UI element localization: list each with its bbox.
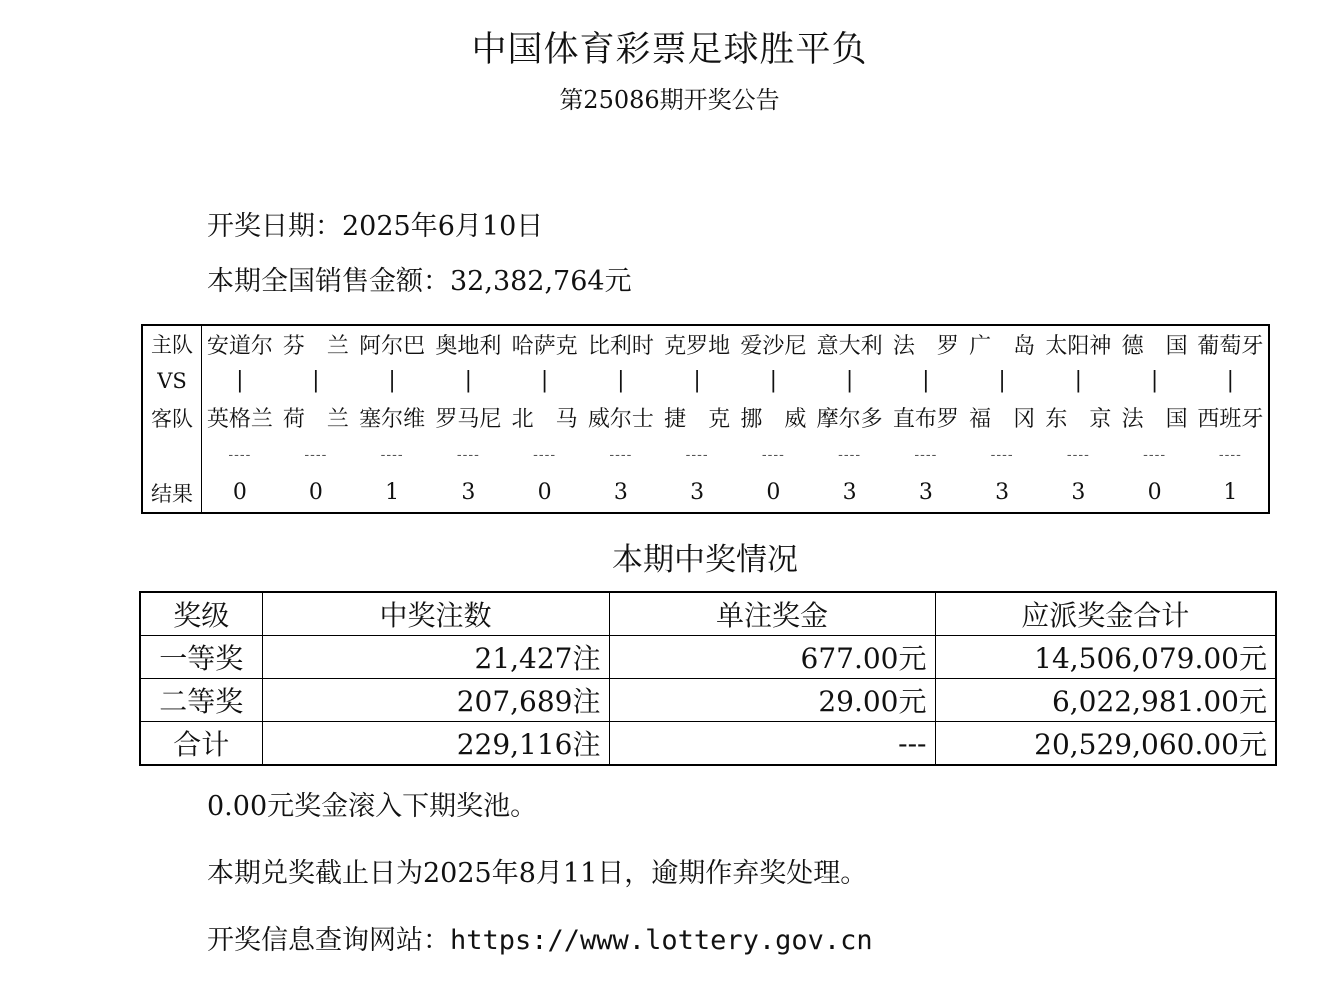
match-table [141,324,1270,514]
vs-mark: | [236,368,244,393]
vs-row [142,362,1269,399]
prize-total: 20,529,060.00元 [935,722,1276,766]
separator: ---- [914,446,938,463]
away-team: 法 国 [1121,407,1188,432]
draw-date-label: 开奖日期： [207,211,342,242]
home-label: 主队 [142,325,202,362]
away-team: 威尔士 [587,407,654,432]
match-result: 3 [918,480,933,505]
vs-label: VS [142,362,202,399]
home-team: 哈萨克 [511,333,578,359]
match-result: 3 [613,480,628,505]
vs-mark: | [540,368,549,393]
home-team: 安道尔 [206,333,273,359]
website-line [207,918,873,957]
match-result: 3 [842,480,857,505]
header-level: 奖级 [140,592,262,636]
vs-mark: | [845,368,854,393]
away-team: 罗马尼 [435,407,502,432]
vs-mark: | [464,368,473,393]
home-row [142,325,1269,362]
separator-blank [142,436,202,473]
home-team: 比利时 [587,333,654,359]
vs-mark: | [693,368,701,393]
home-team: 法 罗 [892,333,959,359]
header-unit: 单注奖金 [609,592,935,636]
home-team: 奥地利 [435,333,502,359]
prize-row [140,679,1276,722]
match-result: 3 [1071,480,1086,505]
away-team: 英格兰 [206,407,273,432]
vs-mark: | [388,368,396,393]
match-result: 1 [1223,480,1238,505]
vs-mark: | [617,368,625,393]
vs-mark: | [312,368,320,393]
separator: ---- [990,446,1014,463]
result-label: 结果 [142,473,202,513]
separator-row [142,436,1269,473]
deadline-note: 本期兑奖截止日为2025年8月11日，逾期作弃奖处理。 [207,858,868,889]
website-link[interactable]: https://www.lottery.gov.cn [450,925,873,956]
vs-mark: | [769,368,778,393]
match-result: 0 [1147,480,1162,505]
home-team: 阿尔巴 [359,333,426,359]
prize-level: 合计 [140,722,262,766]
separator: ---- [609,446,633,463]
prize-count: 21,427注 [262,636,609,679]
issue-subtitle: 第25086期开奖公告 [559,86,780,114]
header-count: 中奖注数 [262,592,609,636]
separator: ---- [533,446,557,463]
rollover-note: 0.00元奖金滚入下期奖池。 [207,791,538,822]
match-result: 1 [385,480,400,505]
vs-mark: | [922,368,930,393]
prize-count: 229,116注 [262,722,609,766]
sales-label: 本期全国销售金额： [207,266,450,297]
home-team: 意大利 [816,333,883,359]
away-team: 西班牙 [1197,407,1264,432]
match-result: 0 [308,480,323,505]
home-team: 广 岛 [969,333,1036,359]
separator: ---- [228,446,252,463]
prize-level: 二等奖 [140,679,262,722]
prize-total: 14,506,079.00元 [935,636,1276,679]
separator: ---- [1066,446,1090,463]
prize-total: 6,022,981.00元 [935,679,1276,722]
away-label: 客队 [142,399,202,436]
away-row [142,399,1269,436]
away-team: 北 马 [511,407,578,432]
separator: ---- [838,446,862,463]
match-result: 3 [461,480,476,505]
page-title: 中国体育彩票足球胜平负 [471,30,868,70]
separator: ---- [456,446,480,463]
away-team: 挪 威 [740,407,807,432]
prize-row [140,636,1276,679]
away-team: 摩尔多 [816,407,883,432]
home-team: 德 国 [1121,333,1188,359]
prize-total-row [140,722,1276,766]
away-team: 东 京 [1045,407,1112,432]
match-result: 3 [995,480,1010,505]
separator: ---- [380,446,404,463]
away-team: 捷 克 [664,407,731,432]
vs-mark: | [998,368,1006,393]
prize-unit: 677.00元 [609,636,935,679]
draw-date-value: 2025年6月10日 [342,211,544,242]
away-team: 福 冈 [969,407,1036,432]
match-result: 0 [537,480,552,505]
home-team: 克罗地 [664,333,731,359]
prize-unit: 29.00元 [609,679,935,722]
home-team: 芬 兰 [282,333,349,359]
prize-unit: --- [609,722,935,766]
separator: ---- [685,446,709,463]
website-label: 开奖信息查询网站： [207,925,450,956]
prize-header-row [140,592,1276,636]
match-result: 0 [766,480,781,505]
home-team: 太阳神 [1045,333,1112,359]
prize-level: 一等奖 [140,636,262,679]
sales-line [207,259,632,298]
home-team: 葡萄牙 [1197,333,1264,359]
separator: ---- [1143,446,1167,463]
vs-mark: | [1074,368,1083,393]
separator: ---- [304,446,328,463]
prize-count: 207,689注 [262,679,609,722]
vs-mark: | [1150,368,1159,393]
separator: ---- [761,446,785,463]
sales-value: 32,382,764元 [450,266,632,297]
vs-mark: | [1226,368,1235,393]
away-team: 直布罗 [892,407,959,432]
match-result: 3 [690,480,705,505]
match-result: 0 [232,480,247,505]
result-row [142,473,1269,513]
prize-section-title: 本期中奖情况 [612,542,798,578]
away-team: 荷 兰 [282,407,349,432]
away-team: 塞尔维 [359,407,426,432]
prize-table [139,591,1277,766]
draw-date-line [207,204,543,243]
header-total: 应派奖金合计 [935,592,1276,636]
separator: ---- [1218,446,1242,463]
home-team: 爱沙尼 [740,333,807,359]
